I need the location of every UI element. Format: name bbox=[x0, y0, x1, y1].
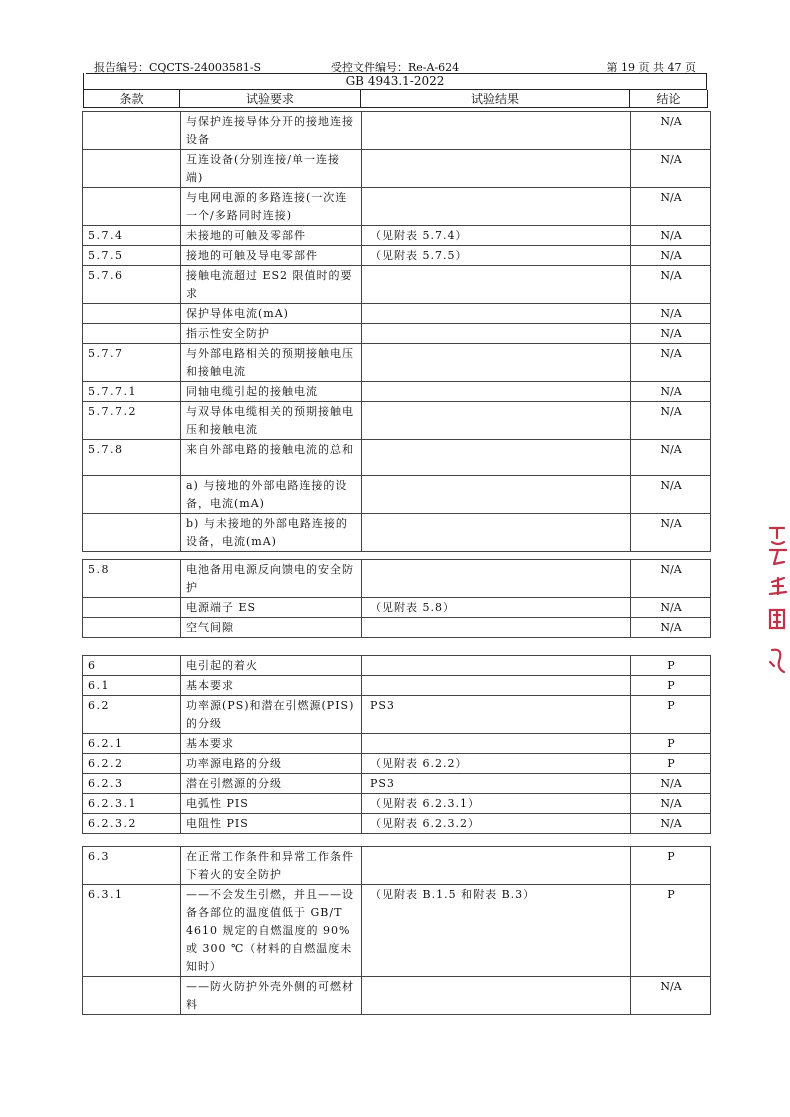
table-row bbox=[83, 440, 711, 476]
verdict-cell: N/A bbox=[631, 402, 711, 440]
requirement-cell: 来自外部电路的接触电流的总和 bbox=[181, 440, 362, 476]
result-cell bbox=[362, 402, 631, 440]
clause-cell bbox=[83, 324, 181, 344]
verdict-cell: P bbox=[631, 656, 711, 676]
result-cell bbox=[362, 440, 631, 476]
table-row bbox=[83, 514, 711, 552]
table-row bbox=[83, 402, 711, 440]
clause-cell: 6.2.3.2 bbox=[83, 814, 181, 834]
clause-cell bbox=[83, 977, 181, 1015]
controlled-document-number: 受控文件编号：Re-A-624 bbox=[331, 61, 460, 74]
clause-cell: 6.3 bbox=[83, 847, 181, 885]
verdict-cell: N/A bbox=[631, 344, 711, 382]
verdict-cell: P bbox=[631, 754, 711, 774]
table-row bbox=[83, 344, 711, 382]
result-cell bbox=[362, 618, 631, 638]
requirement-cell: 接地的可触及导电零部件 bbox=[181, 246, 362, 266]
table-row bbox=[83, 774, 711, 794]
requirement-cell: 电池备用电源反向馈电的安全防护 bbox=[181, 560, 362, 598]
table-row bbox=[83, 188, 711, 226]
requirement-cell: a) 与接地的外部电路连接的设备，电流(mA) bbox=[181, 476, 362, 514]
table-row bbox=[83, 266, 711, 304]
verdict-cell: N/A bbox=[631, 226, 711, 246]
clause-cell: 5.7.6 bbox=[83, 266, 181, 304]
result-cell bbox=[362, 560, 631, 598]
verdict-cell: N/A bbox=[631, 266, 711, 304]
requirement-cell: 与外部电路相关的预期接触电压和接触电流 bbox=[181, 344, 362, 382]
table-row bbox=[83, 476, 711, 514]
verdict-cell: N/A bbox=[631, 440, 711, 476]
table-row bbox=[83, 246, 711, 266]
test-table-block bbox=[82, 111, 711, 552]
verdict-cell: P bbox=[631, 676, 711, 696]
verdict-cell: N/A bbox=[631, 246, 711, 266]
table-row bbox=[83, 112, 711, 150]
column-header-clause: 条款 bbox=[84, 90, 180, 108]
verdict-cell: N/A bbox=[631, 794, 711, 814]
inspection-seal-stamp bbox=[764, 520, 790, 680]
requirement-cell: 空气间隙 bbox=[181, 618, 362, 638]
test-table-block bbox=[82, 559, 711, 638]
requirement-cell: ——防火防护外壳外侧的可燃材料 bbox=[181, 977, 362, 1015]
result-cell: PS3 bbox=[362, 774, 631, 794]
clause-cell: 6.2.3 bbox=[83, 774, 181, 794]
table-row bbox=[83, 304, 711, 324]
result-cell bbox=[362, 382, 631, 402]
clause-cell: 5.7.7 bbox=[83, 344, 181, 382]
clause-cell bbox=[83, 514, 181, 552]
standard-title: GB 4943.1-2022 bbox=[83, 73, 707, 90]
table-row bbox=[83, 656, 711, 676]
table-row bbox=[83, 324, 711, 344]
requirement-cell: 未接地的可触及零部件 bbox=[181, 226, 362, 246]
table-row bbox=[83, 754, 711, 774]
result-cell bbox=[362, 344, 631, 382]
clause-cell bbox=[83, 476, 181, 514]
table-row bbox=[83, 794, 711, 814]
table-row bbox=[83, 150, 711, 188]
result-cell bbox=[362, 734, 631, 754]
report-number: 报告编号：CQCTS-24003581-S bbox=[94, 61, 262, 74]
verdict-cell: N/A bbox=[631, 814, 711, 834]
result-cell bbox=[362, 847, 631, 885]
requirement-cell: 基本要求 bbox=[181, 676, 362, 696]
result-cell: （见附表 5.7.5） bbox=[362, 246, 631, 266]
result-cell: （见附表 6.2.3.1） bbox=[362, 794, 631, 814]
column-header-result: 试验结果 bbox=[361, 90, 630, 108]
column-header-verdict: 结论 bbox=[630, 90, 708, 108]
verdict-cell: N/A bbox=[631, 324, 711, 344]
clause-cell: 5.7.7.1 bbox=[83, 382, 181, 402]
requirement-cell: 功率源(PS)和潜在引燃源(PIS)的分级 bbox=[181, 696, 362, 734]
result-cell: PS3 bbox=[362, 696, 631, 734]
result-cell bbox=[362, 977, 631, 1015]
verdict-cell: N/A bbox=[631, 382, 711, 402]
result-cell bbox=[362, 266, 631, 304]
requirement-cell: 潜在引燃源的分级 bbox=[181, 774, 362, 794]
clause-cell: 6.2.1 bbox=[83, 734, 181, 754]
requirement-cell: 与保护连接导体分开的接地连接设备 bbox=[181, 112, 362, 150]
verdict-cell: N/A bbox=[631, 774, 711, 794]
requirement-cell: 互连设备(分别连接/单一连接端) bbox=[181, 150, 362, 188]
result-cell bbox=[362, 150, 631, 188]
clause-cell: 5.8 bbox=[83, 560, 181, 598]
requirement-cell: 与双导体电缆相关的预期接触电压和接触电流 bbox=[181, 402, 362, 440]
result-cell: （见附表 B.1.5 和附表 B.3） bbox=[362, 885, 631, 977]
clause-cell: 6 bbox=[83, 656, 181, 676]
clause-cell: 6.2.3.1 bbox=[83, 794, 181, 814]
clause-cell bbox=[83, 150, 181, 188]
verdict-cell: N/A bbox=[631, 188, 711, 226]
requirement-cell: 接触电流超过 ES2 限值时的要求 bbox=[181, 266, 362, 304]
clause-cell: 6.2.2 bbox=[83, 754, 181, 774]
test-table-block bbox=[82, 846, 711, 1015]
verdict-cell: N/A bbox=[631, 618, 711, 638]
requirement-cell: 与电网电源的多路连接(一次连一个/多路同时连接) bbox=[181, 188, 362, 226]
result-cell bbox=[362, 324, 631, 344]
column-header-row bbox=[83, 90, 708, 108]
result-cell bbox=[362, 112, 631, 150]
verdict-cell: N/A bbox=[631, 476, 711, 514]
verdict-cell: N/A bbox=[631, 112, 711, 150]
verdict-cell: N/A bbox=[631, 598, 711, 618]
clause-cell bbox=[83, 598, 181, 618]
clause-cell: 5.7.5 bbox=[83, 246, 181, 266]
requirement-cell: 电阻性 PIS bbox=[181, 814, 362, 834]
requirement-cell: 电源端子 ES bbox=[181, 598, 362, 618]
table-row bbox=[83, 618, 711, 638]
requirement-cell: b) 与未接地的外部电路连接的设备，电流(mA) bbox=[181, 514, 362, 552]
result-cell: （见附表 5.8） bbox=[362, 598, 631, 618]
verdict-cell: N/A bbox=[631, 977, 711, 1015]
requirement-cell: ——不会发生引燃，并且——设备各部位的温度值低于 GB/T 4610 规定的自燃温度的 90%或 300 ℃（材料的自燃温度未知时） bbox=[181, 885, 362, 977]
table-row bbox=[83, 382, 711, 402]
clause-cell bbox=[83, 188, 181, 226]
requirement-cell: 在正常工作条件和异常工作条件下着火的安全防护 bbox=[181, 847, 362, 885]
result-cell: （见附表 5.7.4） bbox=[362, 226, 631, 246]
result-cell bbox=[362, 304, 631, 324]
page-number: 第 19 页 共 47 页 bbox=[606, 61, 696, 74]
table-row bbox=[83, 598, 711, 618]
verdict-cell: N/A bbox=[631, 304, 711, 324]
verdict-cell: P bbox=[631, 847, 711, 885]
table-row bbox=[83, 814, 711, 834]
verdict-cell: N/A bbox=[631, 150, 711, 188]
verdict-cell: P bbox=[631, 885, 711, 977]
requirement-cell: 功率源电路的分级 bbox=[181, 754, 362, 774]
verdict-cell: P bbox=[631, 734, 711, 754]
table-row bbox=[83, 676, 711, 696]
clause-cell bbox=[83, 304, 181, 324]
verdict-cell: N/A bbox=[631, 560, 711, 598]
requirement-cell: 电弧性 PIS bbox=[181, 794, 362, 814]
clause-cell bbox=[83, 618, 181, 638]
requirement-cell: 基本要求 bbox=[181, 734, 362, 754]
result-cell bbox=[362, 676, 631, 696]
requirement-cell: 保护导体电流(mA) bbox=[181, 304, 362, 324]
table-row bbox=[83, 885, 711, 977]
result-cell bbox=[362, 656, 631, 676]
table-row bbox=[83, 696, 711, 734]
clause-cell: 5.7.4 bbox=[83, 226, 181, 246]
table-row bbox=[83, 847, 711, 885]
requirement-cell: 同轴电缆引起的接触电流 bbox=[181, 382, 362, 402]
result-cell bbox=[362, 476, 631, 514]
requirement-cell: 电引起的着火 bbox=[181, 656, 362, 676]
table-row bbox=[83, 226, 711, 246]
requirement-cell: 指示性安全防护 bbox=[181, 324, 362, 344]
result-cell bbox=[362, 188, 631, 226]
clause-cell: 6.1 bbox=[83, 676, 181, 696]
clause-cell bbox=[83, 112, 181, 150]
clause-cell: 6.3.1 bbox=[83, 885, 181, 977]
table-row bbox=[83, 560, 711, 598]
page-header bbox=[86, 59, 706, 73]
result-cell bbox=[362, 514, 631, 552]
verdict-cell: P bbox=[631, 696, 711, 734]
table-row bbox=[83, 734, 711, 754]
column-header-requirement: 试验要求 bbox=[180, 90, 361, 108]
result-cell: （见附表 6.2.2） bbox=[362, 754, 631, 774]
test-table-block bbox=[82, 655, 711, 834]
table-row bbox=[83, 977, 711, 1015]
result-cell: （见附表 6.2.3.2） bbox=[362, 814, 631, 834]
verdict-cell: N/A bbox=[631, 514, 711, 552]
clause-cell: 6.2 bbox=[83, 696, 181, 734]
clause-cell: 5.7.7.2 bbox=[83, 402, 181, 440]
clause-cell: 5.7.8 bbox=[83, 440, 181, 476]
